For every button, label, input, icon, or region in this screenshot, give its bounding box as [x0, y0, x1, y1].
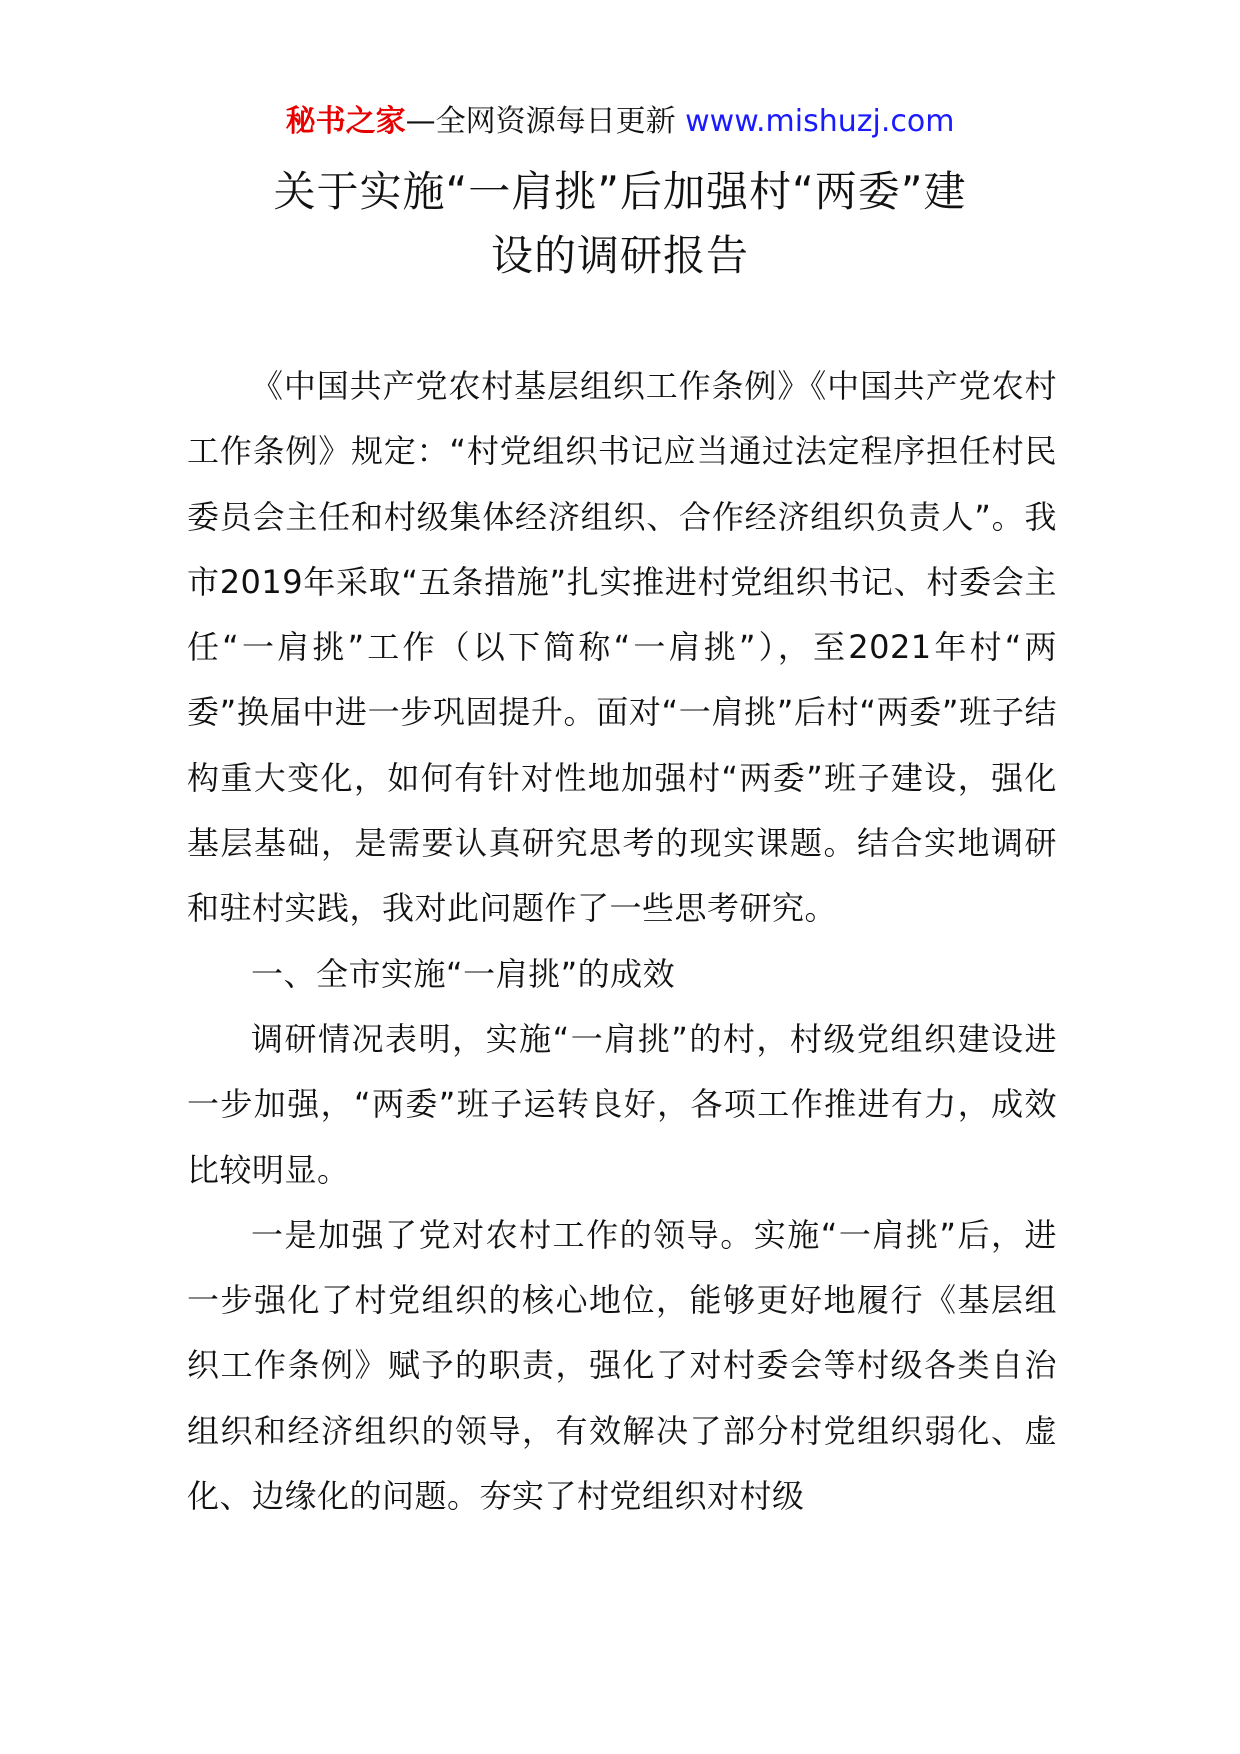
body-paragraph-2: 调研情况表明，实施“一肩挑”的村，村级党组织建设进一步加强，“两委”班子运转良好，各项工作推进有力，成效比较明显。 [187, 1019, 1057, 1189]
header-tagline: —全网资源每日更新 [405, 104, 676, 139]
section-heading-1: 一、全市实施“一肩挑”的成效 [251, 954, 676, 993]
title-line-1: 关于实施“一肩挑”后加强村“两委”建 [273, 167, 967, 216]
document-title [170, 160, 1070, 288]
intro-paragraph: 《中国共产党农村基层组织工作条例》《中国共产党农村工作条例》规定：“村党组织书记应当通过法定程序担任村民委员会主任和村级集体经济组织、合作经济组织负责人”。我市2019年采取“五条措施”扎实推进村党组织书记、村委会主任“一肩挑”工作（以下简称“一肩挑”），至2021年村“两委”换届中进一步巩固提升。面对“一肩挑”后村“两委”班子结构重大变化，如何有针对性地加强村“两委”班子建设，强化基层基础，是需要认真研究思考的现实课题。结合实地调研和驻村实践，我对此问题作了一些思考研究。 [187, 367, 1057, 928]
document-body [187, 354, 1057, 1529]
title-line-2: 设的调研报告 [490, 231, 749, 280]
brand-name: 秘书之家 [285, 104, 406, 139]
body-paragraph-3: 一是加强了党对农村工作的领导。实施“一肩挑”后，进一步强化了村党组织的核心地位，能够更好地履行《基层组织工作条例》赋予的职责，强化了对村委会等村级各类自治组织和经济组织的领导，有效解决了部分村党组织弱化、虚化、边缘化的问题。夯实了村党组织对村级 [187, 1215, 1057, 1516]
site-header-banner [0, 100, 1240, 144]
site-url-link[interactable]: www.mishuzj.com [685, 104, 955, 139]
